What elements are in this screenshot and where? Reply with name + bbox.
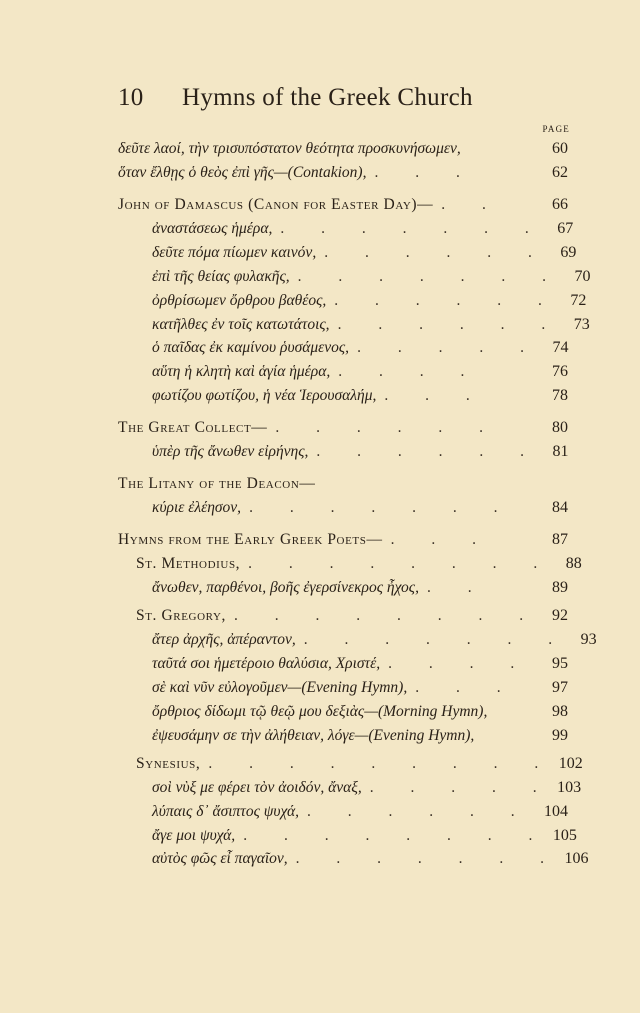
entry-title: φωτίζου φωτίζου, ἡ νέα Ἱερουσαλήμ, — [152, 387, 377, 404]
dot-leader: . . . . . . . . — [233, 607, 540, 624]
entry-page: 106 — [564, 850, 589, 867]
toc-entry — [152, 576, 568, 600]
entry-page: 102 — [558, 755, 583, 772]
entry-page: 70 — [574, 268, 591, 285]
entry-page: 62 — [552, 164, 568, 181]
section-title: The Litany of the Deacon— — [118, 475, 316, 492]
toc-subsection-heading — [136, 752, 583, 776]
dot-leader: . . . . . . — [275, 419, 500, 436]
toc-entry — [152, 847, 589, 871]
entry-page: 95 — [552, 655, 568, 672]
entry-page: 67 — [557, 220, 574, 237]
dot-leader: . . — [426, 579, 489, 596]
entry-title: ταῦτά σοι ἡμετέροιο θαλύσια, Χριστέ, — [152, 655, 381, 672]
entry-title: κύριε ἐλέησον, — [152, 499, 242, 516]
entry-page: 99 — [552, 727, 568, 744]
toc-entry — [118, 137, 568, 161]
entry-page: 87 — [552, 531, 568, 548]
dot-leader: . . . . . . — [307, 803, 532, 820]
entry-page: 92 — [552, 607, 568, 624]
entry-page: 84 — [552, 499, 568, 516]
dot-leader: . . . . . . . — [297, 268, 563, 285]
dot-leader: . . . . . . — [334, 292, 559, 309]
entry-title: ἄγε μοι ψυχά, — [152, 827, 236, 844]
entry-page: 60 — [552, 140, 568, 157]
running-header — [118, 84, 518, 112]
subsection-title: St. Methodius, — [136, 555, 241, 572]
subsection-title: Synesius, — [136, 755, 201, 772]
toc-entry — [152, 336, 568, 360]
entry-page: 73 — [573, 316, 590, 333]
toc-entry — [152, 700, 568, 724]
entry-page: 98 — [552, 703, 568, 720]
entry-title: σὲ καὶ νῦν εὐλογοῦμεν—(Evening Hymn), — [152, 679, 408, 696]
page-number: 10 — [118, 84, 144, 111]
toc-subsection-heading — [136, 552, 582, 576]
dot-leader: . . . . . . . — [280, 220, 546, 237]
dot-leader: . . . — [374, 164, 477, 181]
entry-page: 97 — [552, 679, 568, 696]
entry-title: ἀναστάσεως ἡμέρα, — [152, 220, 273, 237]
dot-leader: . . . . . . . — [303, 631, 569, 648]
entry-page: 78 — [552, 387, 568, 404]
toc-entry — [152, 800, 568, 824]
entry-title: ὑπὲρ τῆς ἄνωθεν εἰρήνης, — [152, 443, 309, 460]
entry-title: δεῦτε λαοί, τὴν τρισυπόστατον θεότητα προσκυνήσωμεν, — [118, 140, 461, 157]
entry-page: 72 — [570, 292, 587, 309]
toc-entry — [152, 360, 568, 384]
entry-title: δεῦτε πόμα πίωμεν καινόν, — [152, 244, 317, 261]
dot-leader: . . . . — [388, 655, 531, 672]
entry-page: 66 — [552, 196, 568, 213]
dot-leader: . . . . . . . . — [243, 827, 549, 844]
section-title: John of Damascus (Canon for Easter Day)— — [118, 196, 434, 213]
toc-entry — [152, 776, 582, 800]
entry-title: ἐπὶ τῆς θείας φυλακῆς, — [152, 268, 290, 285]
entry-title: ἄνωθεν, παρθένοι, βοῆς ἐγερσίνεκρος ἦχος, — [152, 579, 419, 596]
toc-entry — [152, 265, 591, 289]
toc-entry — [152, 313, 590, 337]
entry-page: 81 — [552, 443, 569, 460]
toc-section-heading — [118, 472, 568, 496]
entry-page: 105 — [552, 827, 577, 844]
entry-page: 80 — [552, 419, 568, 436]
dot-leader: . . . — [415, 679, 518, 696]
entry-page: 69 — [560, 244, 577, 261]
dot-leader: . . . . . . . — [249, 499, 514, 516]
subsection-title: St. Gregory, — [136, 607, 226, 624]
entry-page: 88 — [565, 555, 582, 572]
toc-entry — [152, 724, 568, 748]
entry-title: κατῆλθες ἐν τοῖς κατωτάτοις, — [152, 316, 330, 333]
toc-subsection-heading — [136, 604, 568, 628]
entry-title: ὀρθρίσωμεν ὄρθρου βαθέος, — [152, 292, 327, 309]
dot-leader: . . . — [390, 531, 493, 548]
toc-entry — [152, 496, 568, 520]
entry-title: ὁ παῖδας ἐκ καμίνου ῥυσάμενος, — [152, 339, 350, 356]
dot-leader: . . . . . . — [324, 244, 549, 261]
toc-section-heading — [118, 193, 568, 217]
section-title: Hymns from the Early Greek Poets— — [118, 531, 383, 548]
entry-title: αὕτη ἡ κλητὴ καὶ ἁγία ἡμέρα, — [152, 363, 331, 380]
entry-page: 89 — [552, 579, 568, 596]
toc-entry — [152, 241, 577, 265]
toc-entry — [152, 676, 568, 700]
toc-section-heading — [118, 528, 568, 552]
toc-section-heading — [118, 416, 568, 440]
entry-title: σοὶ νὺξ με φέρει τὸν ἀοιδόν, ἄναξ, — [152, 779, 362, 796]
entry-title: αὐτὸς φῶς εἶ παγαῖον, — [152, 850, 288, 867]
toc-entry — [152, 217, 574, 241]
running-title: Hymns of the Greek Church — [182, 84, 473, 111]
dot-leader: . . . . . . — [316, 443, 541, 460]
entry-title: ἐψευσάμην σε τὴν ἀλήθειαν, λόγε—(Evening Hymn), — [152, 727, 475, 744]
section-title: The Great Collect— — [118, 419, 268, 436]
dot-leader: . . . . — [338, 363, 481, 380]
toc-entry — [152, 824, 577, 848]
dot-leader: . . . . . — [369, 779, 554, 796]
dot-leader: . . . . . . . — [295, 850, 561, 867]
entry-title: ὅταν ἔλθῃς ὁ θεὸς ἐπὶ γῆς—(Contakion), — [118, 164, 367, 181]
entry-page: 104 — [544, 803, 568, 820]
dot-leader: . . — [441, 196, 503, 213]
entry-title: ὄρθριος δίδωμι τῷ θεῷ μου δεξιὰς—(Morning Hymn), — [152, 703, 488, 720]
dot-leader: . . . . . . . . — [248, 555, 554, 572]
toc-entry — [152, 652, 568, 676]
entry-page: 74 — [552, 339, 569, 356]
toc-entry — [152, 628, 597, 652]
toc-entry — [118, 161, 568, 185]
entry-title: ἄτερ ἀρχῆς, ἀπέραντον, — [152, 631, 296, 648]
dot-leader: . . . . . . — [337, 316, 562, 333]
page-column-label: PAGE — [542, 124, 570, 134]
dot-leader: . . . . . — [357, 339, 541, 356]
entry-page: 76 — [552, 363, 568, 380]
toc-entry — [152, 440, 568, 464]
toc-entry — [152, 384, 568, 408]
dot-leader: . . . — [384, 387, 487, 404]
entry-page: 93 — [580, 631, 597, 648]
entry-page: 103 — [557, 779, 582, 796]
entry-title: λύπαις δ᾽ ἄσιπτος ψυχά, — [152, 803, 300, 820]
dot-leader: . . . . . . . . . — [208, 755, 555, 772]
toc-entry — [152, 289, 587, 313]
